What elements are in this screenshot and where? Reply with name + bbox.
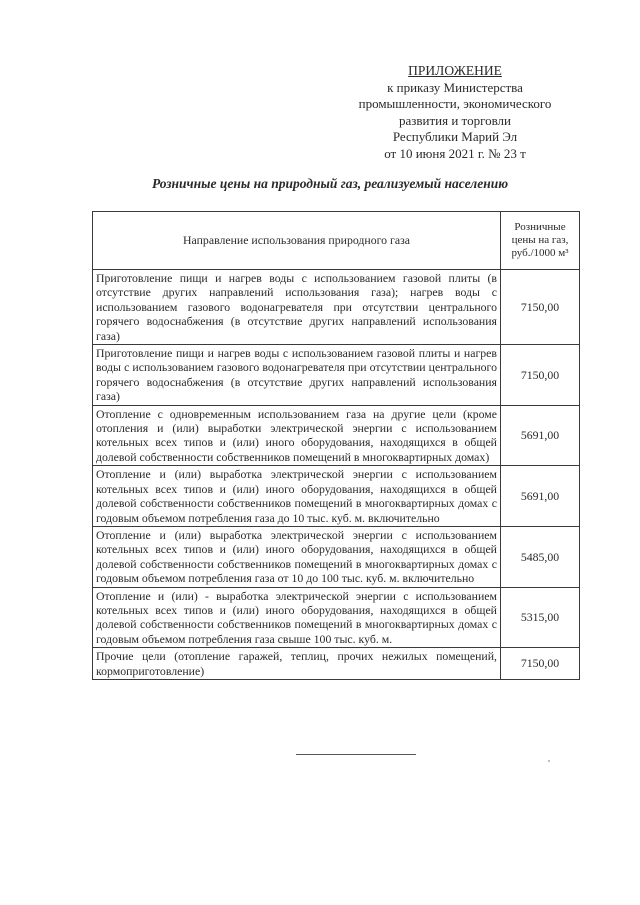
scan-speck bbox=[548, 760, 550, 762]
table-row bbox=[93, 526, 580, 587]
row-direction: Отопление и (или) выработка электрической энергии с использованием котельных всех типов и (или) иного оборудования, находящихся в общей долевой собственности собственников помещений в многоквартирных домах с годовым объемом потребления газа от 10 до 100 тыс. куб. м. включительно bbox=[93, 526, 501, 587]
row-price: 7150,00 bbox=[501, 345, 580, 406]
row-price: 5691,00 bbox=[501, 466, 580, 527]
row-direction: Отопление и (или) - выработка электрической энергии с использованием котельных всех типов и (или) иного оборудования, находящихся в общей долевой собственности собственников помещений в многоквартирных домах с годовым объемом потребления газа свыше 100 тыс. куб. м. bbox=[93, 587, 501, 648]
appendix-line: от 10 июня 2021 г. № 23 т bbox=[384, 145, 526, 161]
table-row bbox=[93, 270, 580, 345]
table-header-row bbox=[93, 212, 580, 270]
row-price: 7150,00 bbox=[501, 648, 580, 680]
appendix-line: промышленности, экономического bbox=[358, 96, 552, 111]
table-row bbox=[93, 466, 580, 527]
appendix-line: к приказу Министерства bbox=[387, 79, 523, 95]
row-direction: Прочие цели (отопление гаражей, теплиц, прочих нежилых помещений, кормоприготовление) bbox=[93, 648, 501, 680]
row-direction: Приготовление пищи и нагрев воды с использованием газовой плиты (в отсутствие других направлений использования газа); нагрев воды с использованием газового водонагревателя при отсутствии центрального горячего водоснабжения (в отсутствие других направлений использования газа) bbox=[93, 270, 501, 345]
table-row bbox=[93, 648, 580, 680]
appendix-title: ПРИЛОЖЕНИЕ bbox=[408, 63, 502, 78]
row-price: 7150,00 bbox=[501, 270, 580, 345]
row-direction: Отопление с одновременным использованием газа на другие цели (кроме отопления и (или) выработки электрической энергии с использованием котельных всех типов и (или) иного оборудования, находящихся в общей долевой собственности собственников помещений в многоквартирных домах) bbox=[93, 405, 501, 466]
table-row bbox=[93, 345, 580, 406]
row-price: 5691,00 bbox=[501, 405, 580, 466]
appendix-block bbox=[332, 63, 578, 162]
header-price: Розничные цены на газ, руб./1000 м³ bbox=[501, 212, 580, 270]
prices-table bbox=[92, 211, 580, 680]
row-direction: Приготовление пищи и нагрев воды с использованием газовой плиты и нагрев воды с использованием газового водонагревателя при отсутствии центрального горячего водоснабжения (в отсутствие других направлений использования газа) bbox=[93, 345, 501, 406]
row-direction: Отопление и (или) выработка электрической энергии с использованием котельных всех типов и (или) иного оборудования, находящихся в общей долевой собственности собственников помещений в многоквартирных домах с годовым объемом потребления газа до 10 тыс. куб. м. включительно bbox=[93, 466, 501, 527]
table-row bbox=[93, 587, 580, 648]
document-title: Розничные цены на природный газ, реализуемый населению bbox=[151, 176, 509, 191]
signature-line bbox=[296, 754, 416, 755]
appendix-line: развития и торговли bbox=[398, 112, 511, 128]
row-price: 5485,00 bbox=[501, 526, 580, 587]
row-price: 5315,00 bbox=[501, 587, 580, 648]
table-row bbox=[93, 405, 580, 466]
appendix-line: Республики Марий Эл bbox=[392, 129, 518, 144]
header-direction: Направление использования природного газа bbox=[93, 212, 501, 270]
